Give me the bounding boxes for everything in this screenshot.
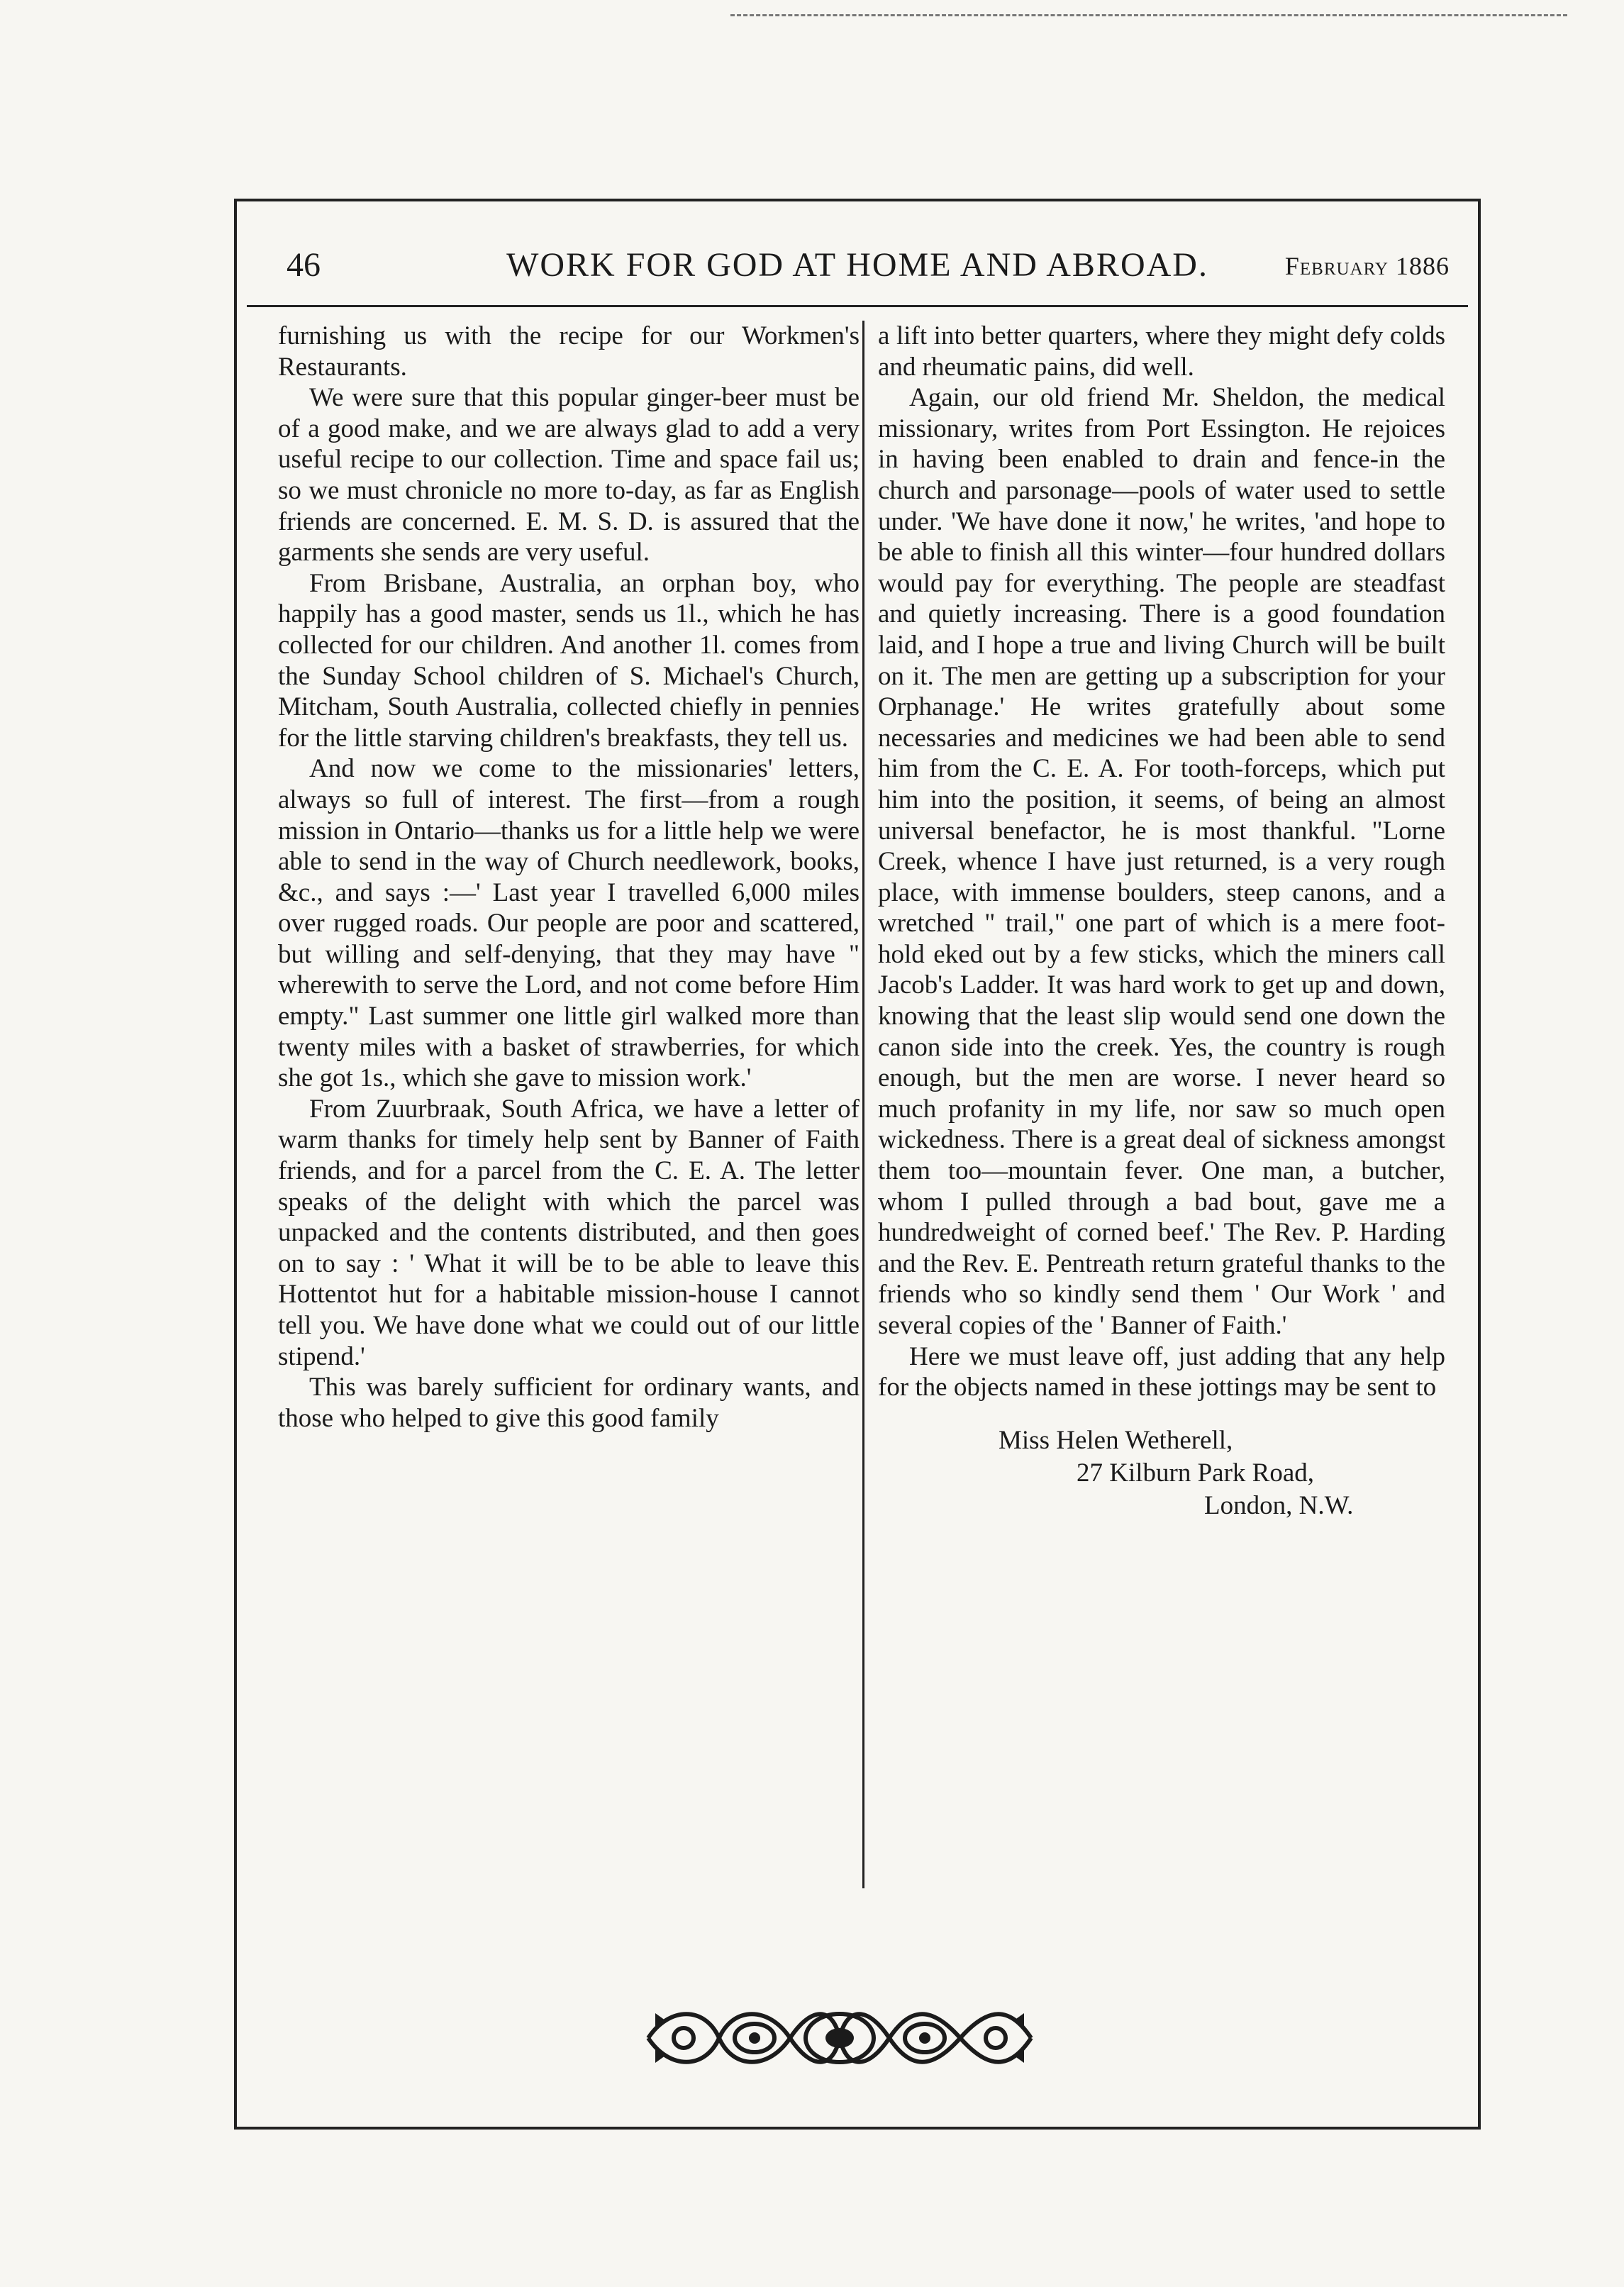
running-header [258, 245, 1457, 288]
paragraph: This was barely sufficient for ordinary wants, and those who helped to give this good family [278, 1373, 860, 1433]
signoff-street: 27 Kilburn Park Road, [1077, 1458, 1315, 1488]
page-edge-mark [730, 14, 1567, 16]
signoff-name: Miss Helen Wetherell, [999, 1425, 1233, 1455]
paragraph: Again, our old friend Mr. Sheldon, the medical missionary, writes from Port Essington. He rejoices in having been enabled to drain and fence-in the church and parsonage—pools of water used to settle under. 'We have done it now,' he writes, 'and hope to be able to finish all this winter—four hundred dollars would pay for everything. The people are steadfast and quietly increasing. There is a good foundation laid, and I hope a true and living Church will be built on it. The men are getting up a subscription for your Orphanage.' He writes gratefully about some necessaries and medicines we had been able to send him from the C. E. A. For tooth-forceps, which put him into the position, it seems, of being an almost universal benefactor, he is most thankful. "Lorne Creek, whence I have just returned, is a very rough place, with immense boulders, steep canons, and a wretched " trail," one part of which is a mere foot-hold eked out by a few sticks, which the miners call Jacob's Ladder. It was hard work to get up and down, knowing that the least slip would send one down the canon side into the creek. Yes, the country is rough enough, but the men are worse. I never heard so much profanity in my life, nor saw so much open wickedness. There is a great deal of sickness amongst them too—mountain fever. One man, a butcher, whom I pulled through a bad bout, gave me a hundredweight of corned beef.' The Rev. P. Harding and the Rev. E. Pentreath return grateful thanks to the friends who so kindly send them ' Our Work ' and several copies of the ' Banner of Faith.' [878, 383, 1445, 1340]
column-divider [862, 321, 864, 1888]
paragraph: And now we come to the missionaries' letters, always so full of interest. The first—from a rough mission in Ontario—thanks us for a little help we were able to send in the way of Church needlework, books, &c., and says :—' Last year I travelled 6,000 miles over rugged roads. Our people are poor and scattered, but willing and self-denying, that they may have " wherewith to serve the Lord, and not come before Him empty." Last summer one little girl walked more than twenty miles with a basket of strawberries, for which she got 1s., which she gave to mission work.' [278, 754, 860, 1093]
page-number: 46 [287, 246, 321, 284]
header-rule [247, 305, 1468, 307]
paragraph: We were sure that this popular ginger-beer must be of a good make, and we are always glad to add a very useful recipe to our collection. Time and space fail us; so we must chronicle no more to-day, as far as English friends are concerned. E. M. S. D. is assured that the garments she sends are very useful. [278, 383, 860, 567]
right-column [878, 321, 1445, 1522]
tailpiece-ornament [641, 1999, 1038, 2077]
left-column [278, 321, 860, 1434]
paragraph: a lift into better quarters, where they might defy colds and rheumatic pains, did well. [878, 321, 1445, 382]
page-frame [234, 199, 1481, 2130]
paragraph: From Brisbane, Australia, an orphan boy, who happily has a good master, sends us 1l., which he has collected for our children. And another 1l. comes from the Sunday School children of S. Michael's Church, Mitcham, South Australia, collected chiefly in pennies for the little starving children's breakfasts, they tell us. [278, 568, 860, 753]
journal-title: WORK FOR GOD AT HOME AND ABROAD. [506, 246, 1208, 284]
paragraph: From Zuurbraak, South Africa, we have a letter of warm thanks for timely help sent by Banner of Faith friends, and for a parcel from the C. E. A. The letter speaks of the delight with which the parcel was unpacked and the contents distributed, and then goes on to say : ' What it will be to be able to leave this Hottentot hut for a habitable mission-house I cannot tell you. We have done what we could out of our little stipend.' [278, 1094, 860, 1371]
signoff-city: London, N.W. [1204, 1490, 1354, 1520]
paragraph: furnishing us with the recipe for our Workmen's Restaurants. [278, 321, 860, 382]
issue-date: February 1886 [1284, 252, 1450, 280]
paragraph: Here we must leave off, just adding that any help for the objects named in these jottings may be sent to [878, 1341, 1445, 1402]
signoff-address [878, 1424, 1445, 1522]
